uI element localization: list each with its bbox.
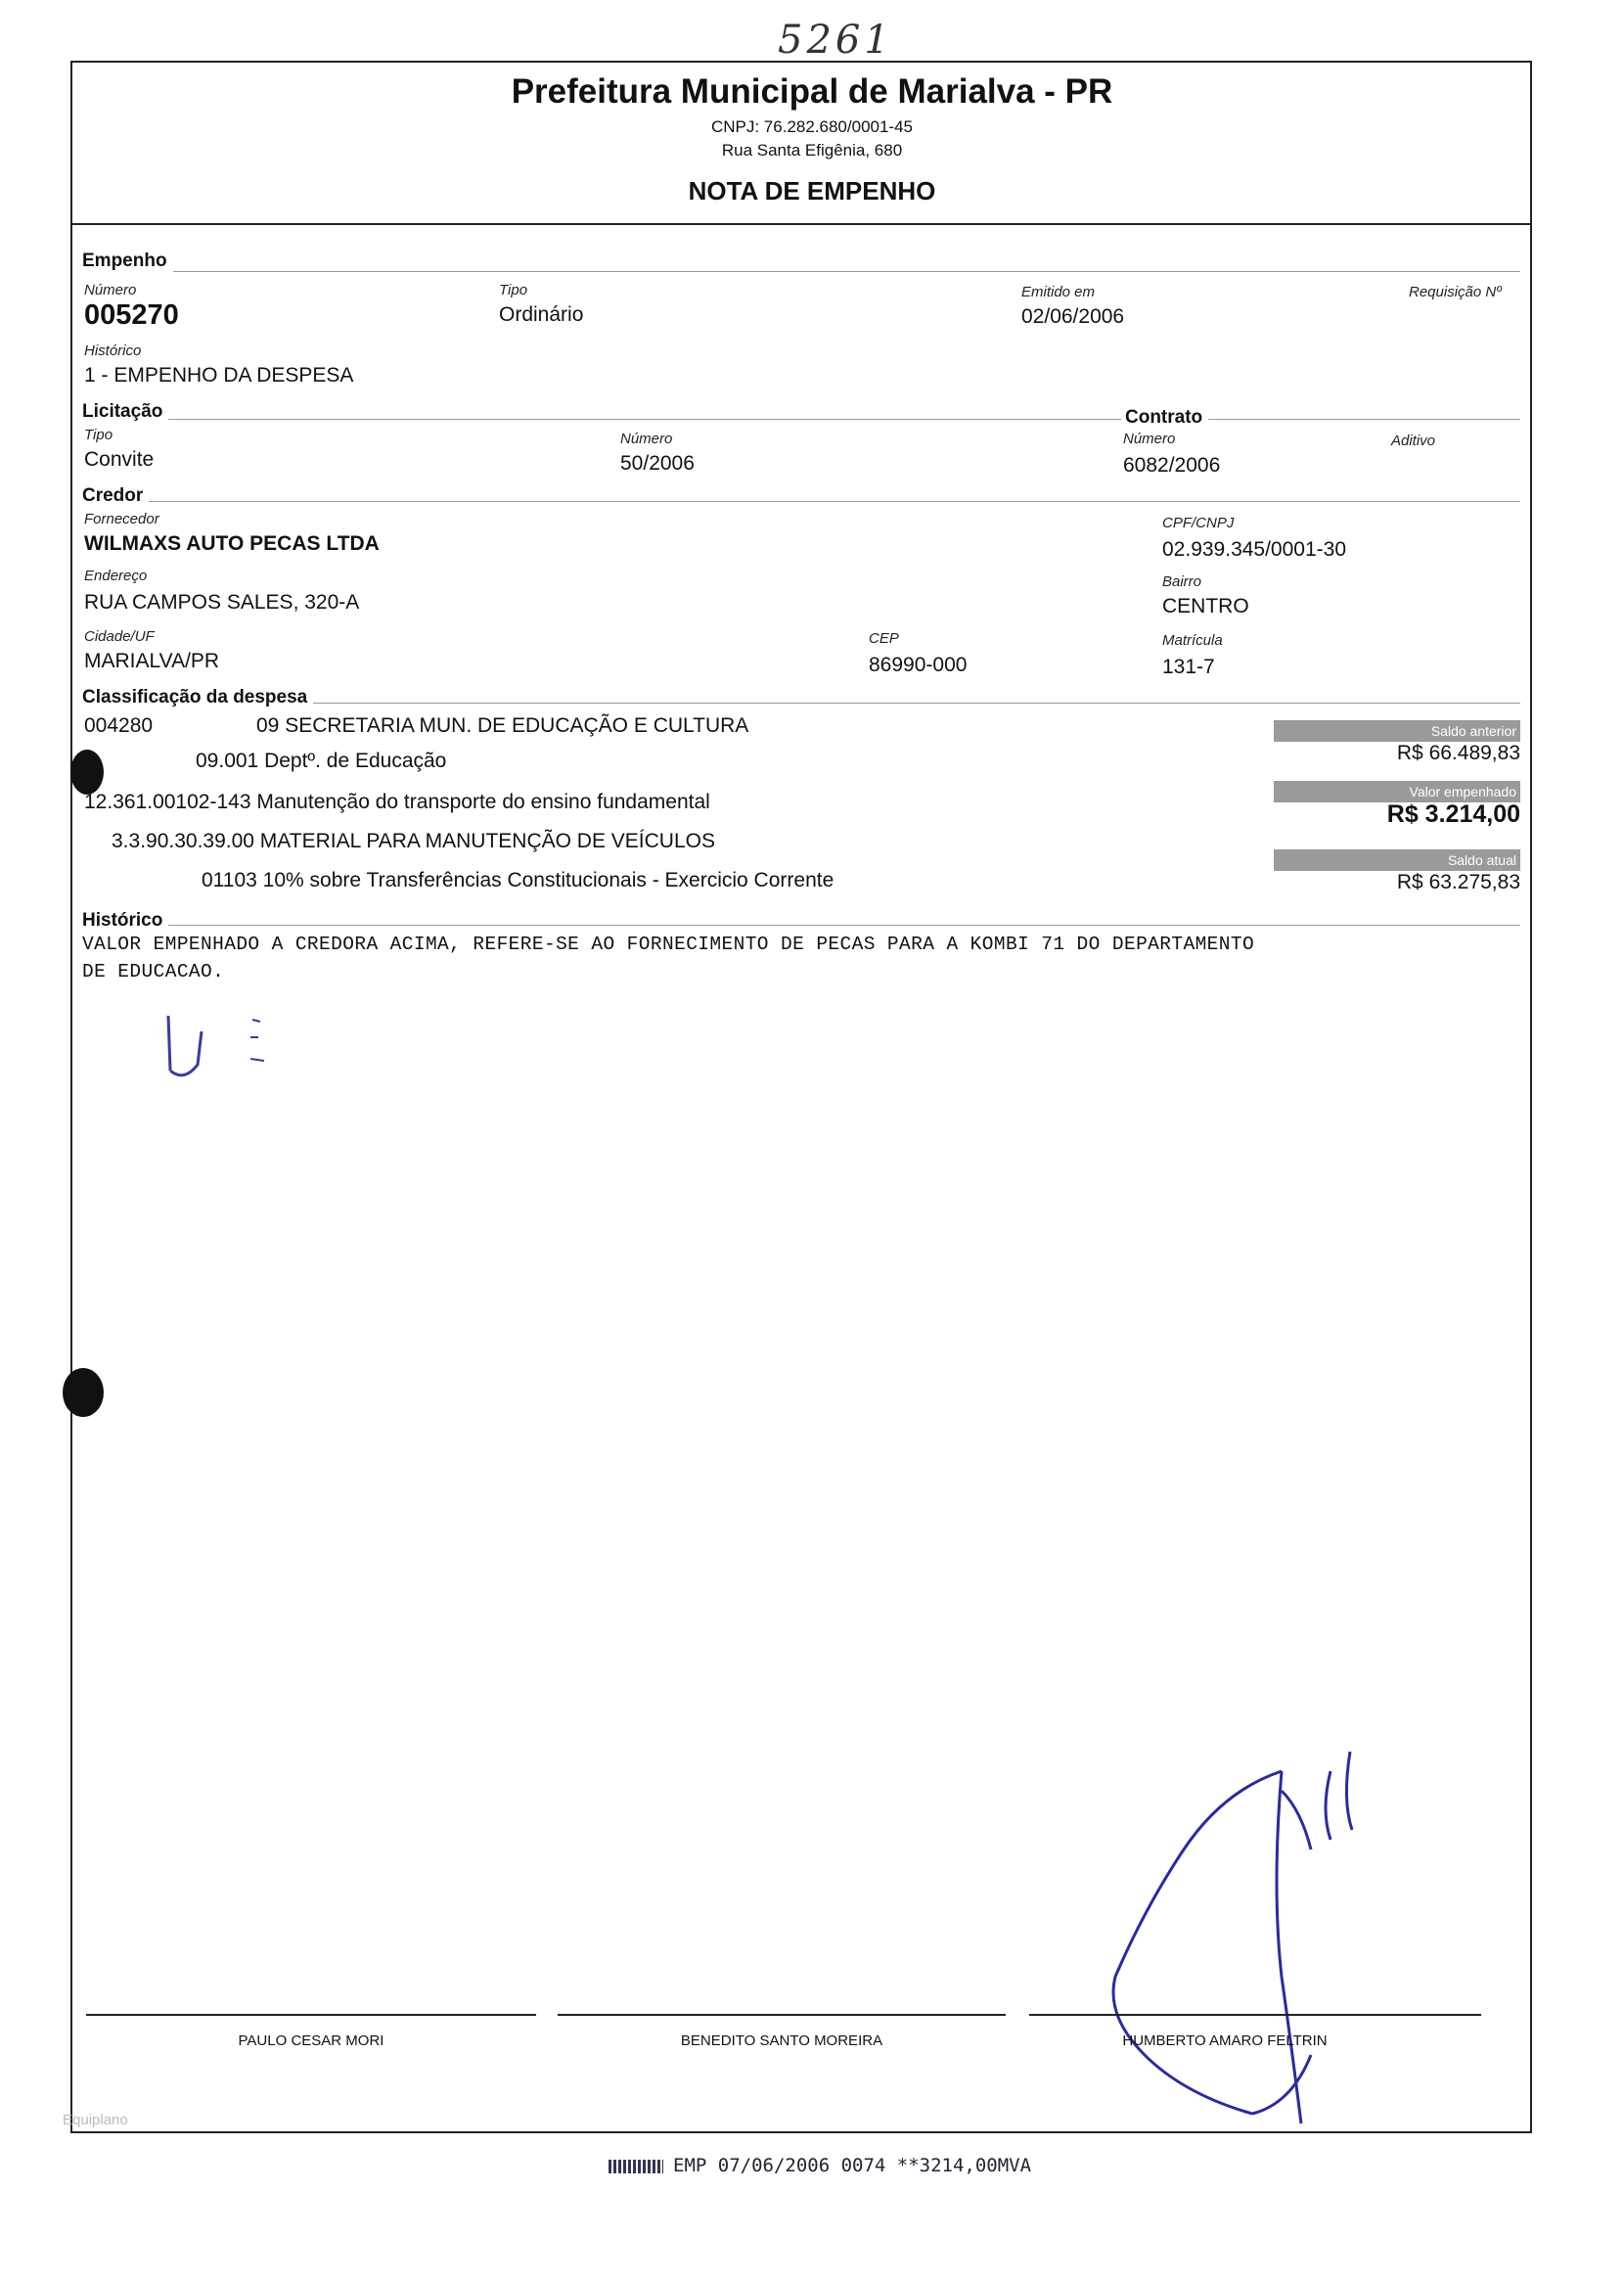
cep-label: CEP [869,630,899,647]
handwritten-mark-icon [157,1008,274,1086]
cpf-cnpj-label: CPF/CNPJ [1162,515,1235,531]
matricula: 131-7 [1162,656,1215,678]
signature-name-2: BENEDITO SANTO MOREIRA [680,2032,883,2049]
saldo-anterior-value: R$ 66.489,83 [1396,742,1520,764]
cpf-cnpj: 02.939.345/0001-30 [1162,538,1347,561]
punch-hole-bottom [63,1368,104,1417]
fornecedor-label: Fornecedor [84,511,159,527]
punch-hole-top [70,750,104,795]
stamp-text: EMP 07/06/2006 0074 **3214,00MVA [673,2155,1032,2176]
contrato-numero: 6082/2006 [1123,454,1221,477]
cidade: MARIALVA/PR [84,650,220,672]
signature-line-2 [558,2014,1006,2016]
credor-section-label: Credor [82,485,149,507]
emitido-label: Emitido em [1021,284,1096,300]
signature-scribble-icon [1086,1732,1399,2153]
licitacao-numero: 50/2006 [620,452,695,475]
historico-line-1: VALOR EMPENHADO A CREDORA ACIMA, REFERE-SE AO FORNECIMENTO DE PECAS PARA A KOMBI 71 DO DEPARTAMENTO [82,934,1255,955]
empenho-rule [82,271,1520,272]
matricula-label: Matrícula [1162,632,1223,649]
empenho-tipo: Ordinário [499,303,584,326]
endereco: RUA CAMPOS SALES, 320-A [84,591,360,614]
licitacao-rule [82,419,1520,420]
municipality-title: Prefeitura Municipal de Marialva - PR [511,72,1113,111]
licitacao-tipo-label: Tipo [84,427,113,443]
saldo-atual-value: R$ 63.275,83 [1396,871,1520,893]
header-divider [70,223,1532,225]
valor-empenhado-label: Valor empenhado [1274,781,1520,802]
requisicao-label: Requisição Nº [1409,284,1502,300]
classificacao-funcional: 12.361.00102-143 Manutenção do transporte do ensino fundamental [84,791,710,813]
credor-rule [82,501,1520,502]
licitacao-tipo: Convite [84,448,155,471]
classificacao-code: 004280 [84,714,154,737]
licitacao-numero-label: Número [620,431,673,447]
classificacao-recurso: 01103 10% sobre Transferências Constitucionais - Exercicio Corrente [202,869,835,891]
classificacao-section-label: Classificação da despesa [82,687,313,708]
footer-brand: Equiplano [63,2112,128,2128]
licitacao-section-label: Licitação [82,401,168,423]
handwritten-page-number: 5261 [778,18,893,63]
empenho-section-label: Empenho [82,251,173,272]
cidade-label: Cidade/UF [84,628,155,645]
stamp-logo-icon [609,2160,663,2173]
classificacao-elemento: 3.3.90.30.39.00 MATERIAL PARA MANUTENÇÃO DE VEÍCULOS [112,830,715,852]
signature-name-1: PAULO CESAR MORI [238,2032,384,2049]
classificacao-unidade: 09.001 Deptº. de Educação [196,750,447,772]
historico-rule [82,925,1520,926]
protocol-stamp [609,2155,1031,2176]
cnpj-text: CNPJ: 76.282.680/0001-45 [710,117,914,136]
empenho-historico: 1 - EMPENHO DA DESPESA [84,364,354,387]
contrato-numero-label: Número [1123,431,1176,447]
valor-empenhado-value: R$ 3.214,00 [1386,800,1520,828]
signature-line-1 [86,2014,536,2016]
classificacao-orgao: 09 SECRETARIA MUN. DE EDUCAÇÃO E CULTURA [256,714,749,737]
bairro: CENTRO [1162,595,1249,617]
aditivo-label: Aditivo [1391,433,1436,449]
bairro-label: Bairro [1162,573,1202,590]
document-title: NOTA DE EMPENHO [688,176,936,205]
signature-name-3: HUMBERTO AMARO FELTRIN [1122,2032,1328,2049]
empenho-numero: 005270 [84,299,179,331]
empenho-tipo-label: Tipo [499,282,528,298]
fornecedor-name: WILMAXS AUTO PECAS LTDA [84,532,380,555]
empenho-historico-label: Histórico [84,342,142,359]
historico-section-label: Histórico [82,910,168,932]
historico-line-2: DE EDUCACAO. [82,961,225,982]
signature-line-3 [1029,2014,1481,2016]
empenho-numero-label: Número [84,282,137,298]
saldo-anterior-label: Saldo anterior [1274,720,1520,742]
address-text: Rua Santa Efigênia, 680 [721,141,903,160]
emitido-date: 02/06/2006 [1021,305,1125,328]
cep: 86990-000 [869,654,968,676]
endereco-label: Endereço [84,568,148,584]
contrato-section-label: Contrato [1121,407,1208,429]
saldo-atual-label: Saldo atual [1274,849,1520,871]
